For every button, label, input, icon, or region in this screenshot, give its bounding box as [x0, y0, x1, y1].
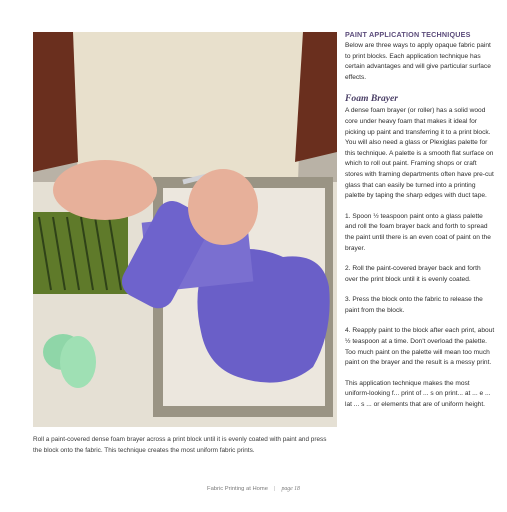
step-4: 4. Reapply paint to the block after each print, about ½ teaspoon at a time. Don't overload the palette. Too much paint on the palette will mean too much paint on the brayer and the result is a messy print.	[345, 327, 495, 367]
brayer-photo	[33, 32, 337, 427]
closing-paragraph: This application technique makes the most uniform-looking f... print of ... s on print... at ... e ... lat ... s ... or elements that are of uniform height.	[345, 379, 491, 409]
description-paragraph: A dense foam brayer (or roller) has a solid wood core under heavy foam that makes it ideal for picking up paint and transferring it to a print block. You will also need a glass or Plexiglas palette for this technique. A palette is a smooth flat surface on which to roll out paint. Framing shops or craft stores with framing departments often have pre-cut glass that can easily be turned into a printing palette by taping the sharp edges with duct tape.	[345, 107, 494, 200]
footer-separator: |	[273, 486, 276, 492]
section-heading: PAINT APPLICATION TECHNIQUES	[345, 30, 471, 39]
article-column	[345, 30, 495, 421]
page-footer	[0, 486, 507, 492]
step-3: 3. Press the block onto the fabric to release the paint from the block.	[345, 296, 483, 314]
step-1: 1. Spoon ½ teaspoon paint onto a glass palette and roll the foam brayer back and forth to spread the paint until there is an even coat of paint on the brayer.	[345, 212, 491, 252]
page-number: page 18	[281, 486, 300, 492]
photo-caption: Roll a paint-covered dense foam brayer across a print block until it is evenly coated with paint and press the block onto the fabric. This technique creates the most uniform fabric prints.	[33, 436, 327, 454]
brayer-photo-illustration	[33, 32, 337, 427]
step-2: 2. Roll the paint-covered brayer back and forth over the print block until it is evenly coated.	[345, 265, 481, 283]
book-title: Fabric Printing at Home	[207, 486, 268, 492]
intro-paragraph: Below are three ways to apply opaque fabric paint to print blocks. Each application technique has certain advantages and will give particular surface effects.	[345, 42, 491, 81]
subheading: Foam Brayer	[345, 93, 399, 105]
